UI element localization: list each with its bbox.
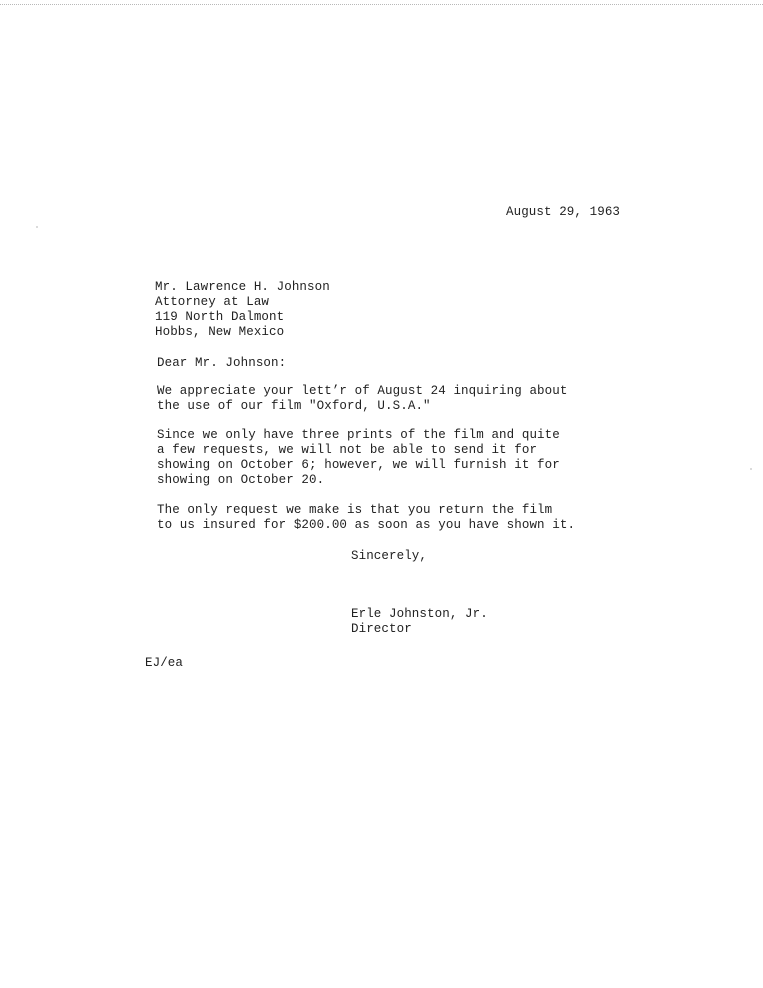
paragraph-line: a few requests, we will not be able to send it for: [157, 443, 538, 457]
paragraph-line: Since we only have three prints of the film and quite: [157, 428, 560, 442]
paragraph-line: showing on October 20.: [157, 473, 325, 487]
reference-initials: EJ/ea: [145, 656, 184, 670]
signer-title: Director: [351, 622, 412, 636]
recipient-title: Attorney at Law: [155, 295, 270, 309]
closing: Sincerely,: [351, 549, 428, 563]
paragraph-line: the use of our film "Oxford, U.S.A.": [157, 399, 431, 413]
recipient-street: 119 North Dalmont: [155, 310, 285, 324]
page-top-edge: [0, 4, 763, 5]
scan-speck: [36, 226, 38, 228]
paragraph-line: We appreciate your lett’r of August 24 inquiring about: [157, 384, 568, 398]
recipient-name: Mr. Lawrence H. Johnson: [155, 280, 330, 294]
letter-date: August 29, 1963: [506, 205, 621, 219]
paragraph-line: showing on October 6; however, we will furnish it for: [157, 458, 560, 472]
signer-name: Erle Johnston, Jr.: [351, 607, 488, 621]
paragraph-line: The only request we make is that you return the film: [157, 503, 553, 517]
paragraph-line: to us insured for $200.00 as soon as you have shown it.: [157, 518, 576, 532]
recipient-city: Hobbs, New Mexico: [155, 325, 285, 339]
scan-speck: [750, 468, 752, 470]
salutation: Dear Mr. Johnson:: [157, 356, 287, 370]
